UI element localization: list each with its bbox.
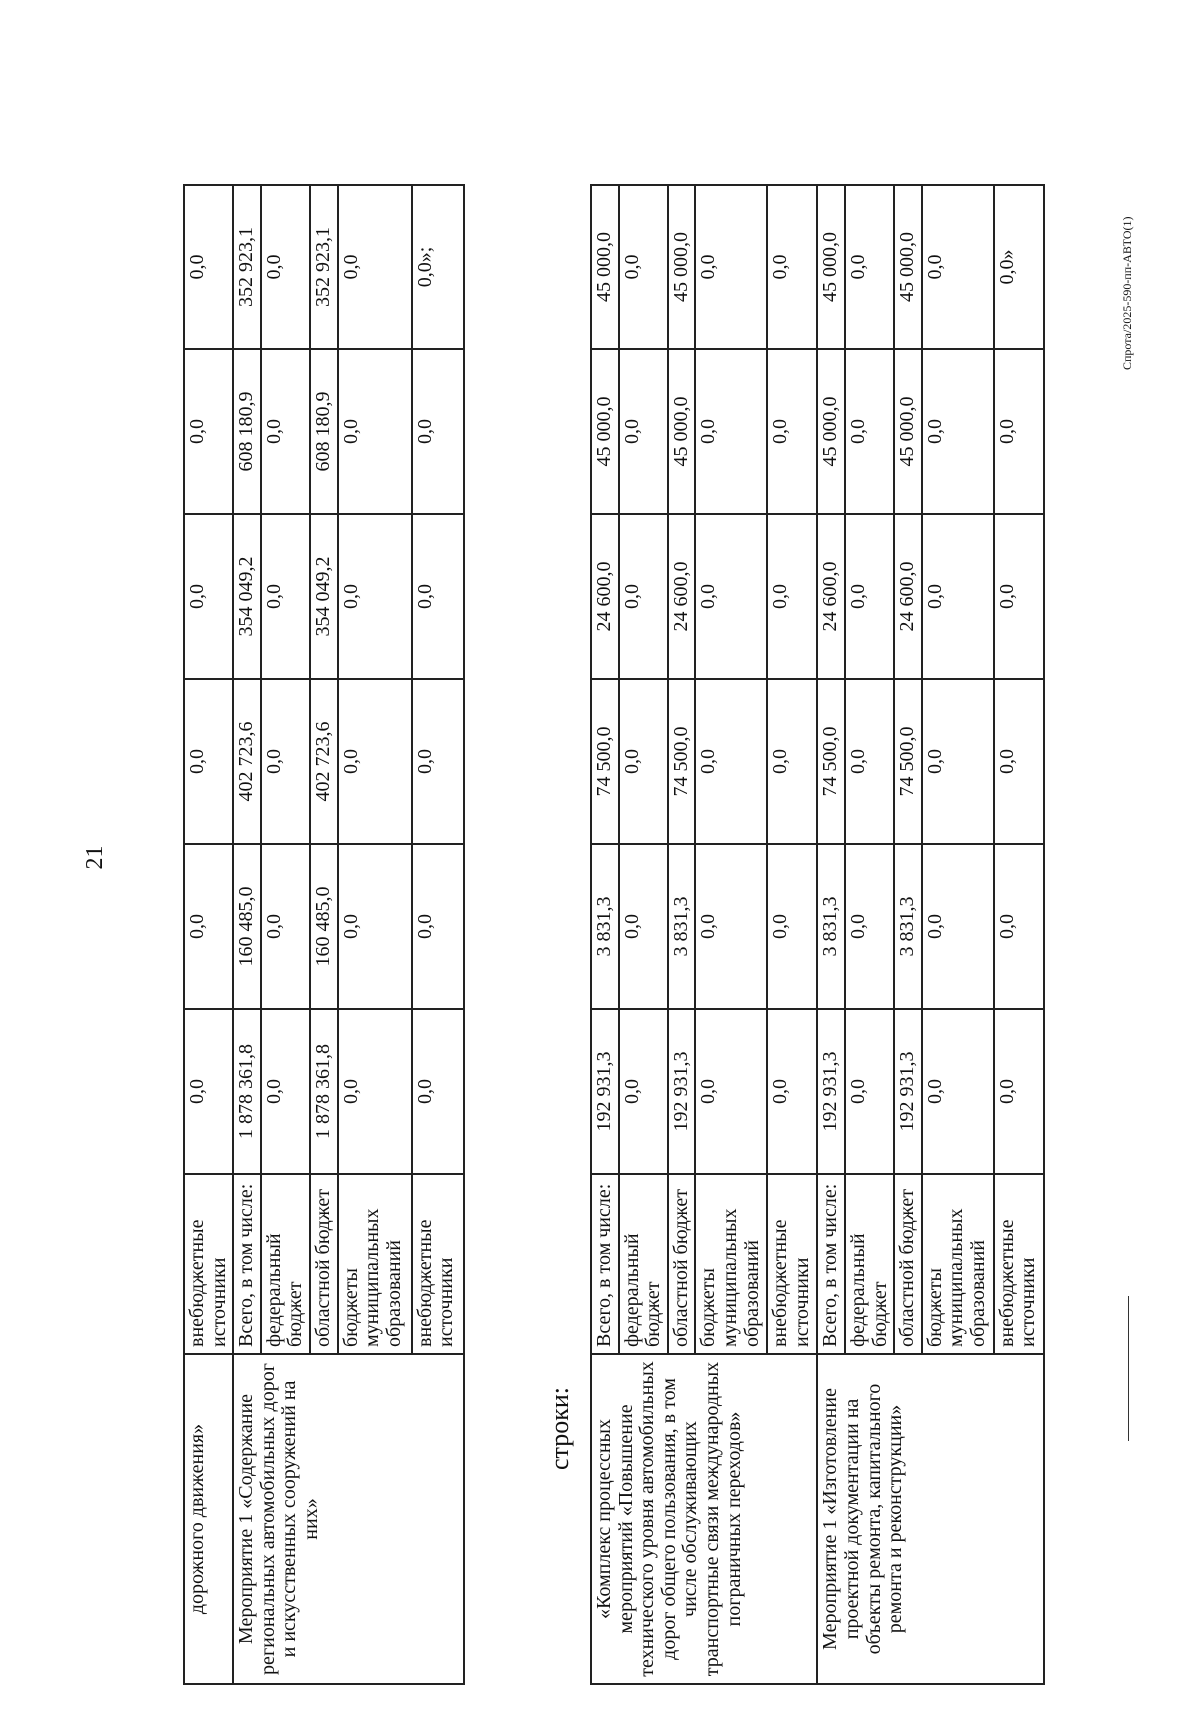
table-cell: 0,0 — [994, 679, 1044, 844]
table-cell: 45 000,0 — [894, 185, 922, 349]
table-cell: 24 600,0 — [668, 514, 696, 679]
table-cell: 402 723,6 — [233, 679, 261, 844]
table-cell: 0,0 — [922, 679, 994, 844]
funding-table-1 — [183, 184, 465, 1685]
table-cell: 192 931,3 — [894, 1009, 922, 1174]
table-cell: 0,0 — [619, 349, 668, 514]
table-cell: 0,0 — [619, 844, 668, 1009]
table-cell: 0,0 — [994, 514, 1044, 679]
table-cell: бюджеты муниципальных образований — [922, 1174, 994, 1354]
table-cell: бюджеты муниципальных образований — [338, 1174, 412, 1354]
table-cell: 0,0 — [767, 1009, 817, 1174]
table-row — [817, 185, 845, 1684]
table-cell: 0,0 — [338, 349, 412, 514]
table-cell: 0,0 — [338, 185, 412, 349]
table-cell: 0,0 — [338, 679, 412, 844]
table-cell: 45 000,0 — [817, 349, 845, 514]
table-cell: внебюджетные источники — [767, 1174, 817, 1354]
table-cell: 0,0 — [922, 185, 994, 349]
table-cell: 0,0 — [619, 679, 668, 844]
table-cell: 45 000,0 — [591, 185, 619, 349]
table-cell: 0,0 — [261, 1009, 310, 1174]
table-cell: 354 049,2 — [310, 514, 338, 679]
table-cell: 0,0» — [994, 185, 1044, 349]
table-cell: 0,0 — [994, 1009, 1044, 1174]
table-cell: бюджеты муниципальных образований — [695, 1174, 767, 1354]
table-cell: 0,0 — [412, 1009, 464, 1174]
table-cell: 0,0 — [184, 1009, 233, 1174]
table-cell: 402 723,6 — [310, 679, 338, 844]
table-cell: 354 049,2 — [233, 514, 261, 679]
table-cell: «Комплекс процессных мероприятий «Повышение технического уровня автомобильных дорог общего пользования, в том числе обслуживающих транспортные связи международных пограничных переходов» — [591, 1354, 817, 1684]
table-cell: Мероприятие 1 «Изготовление проектной документации на объекты ремонта, капитального ремонта и реконструкции» — [817, 1354, 1043, 1684]
table-cell: Всего, в том числе: — [817, 1174, 845, 1354]
table-cell: 608 180,9 — [310, 349, 338, 514]
table-cell: 0,0 — [184, 679, 233, 844]
table-cell: 192 931,3 — [817, 1009, 845, 1174]
table-row — [233, 185, 261, 1684]
table-cell: 0,0 — [338, 514, 412, 679]
table-cell: 0,0»; — [412, 185, 464, 349]
table-cell: 0,0 — [845, 1009, 894, 1174]
table-cell: 45 000,0 — [894, 349, 922, 514]
table-cell: внебюджетные источники — [994, 1174, 1044, 1354]
table-cell: 45 000,0 — [817, 185, 845, 349]
table-cell: 0,0 — [184, 185, 233, 349]
table-cell: федеральный бюджет — [619, 1174, 668, 1354]
table-cell: 45 000,0 — [668, 349, 696, 514]
document-code: Спрота/2025-590-пп-АВТО(1) — [1120, 216, 1134, 370]
table-cell: внебюджетные источники — [184, 1174, 233, 1354]
table-cell: 0,0 — [412, 349, 464, 514]
table-cell: 0,0 — [767, 514, 817, 679]
table-cell: Всего, в том числе: — [591, 1174, 619, 1354]
table-cell: 0,0 — [619, 1009, 668, 1174]
table-row — [591, 185, 619, 1684]
table-cell: Всего, в том числе: — [233, 1174, 261, 1354]
table-cell: 1 878 361,8 — [233, 1009, 261, 1174]
table-cell: областной бюджет — [310, 1174, 338, 1354]
table-cell: областной бюджет — [668, 1174, 696, 1354]
table-cell: 45 000,0 — [668, 185, 696, 349]
table-cell: дорожного движения» — [184, 1354, 233, 1684]
table-cell: федеральный бюджет — [845, 1174, 894, 1354]
table-cell: 0,0 — [261, 349, 310, 514]
table-cell: 45 000,0 — [591, 349, 619, 514]
table-cell: 74 500,0 — [817, 679, 845, 844]
table-cell: 24 600,0 — [591, 514, 619, 679]
table-cell: областной бюджет — [894, 1174, 922, 1354]
table-cell: федеральный бюджет — [261, 1174, 310, 1354]
table-cell: 0,0 — [845, 679, 894, 844]
table-cell: 160 485,0 — [310, 844, 338, 1009]
table-cell: 0,0 — [261, 844, 310, 1009]
table-cell: Мероприятие 1 «Содержание региональных автомобильных дорог и искусственных сооружений на них» — [233, 1354, 463, 1684]
table-row — [184, 185, 233, 1684]
table-cell: 74 500,0 — [591, 679, 619, 844]
table-cell: 0,0 — [922, 349, 994, 514]
table-cell: 0,0 — [994, 844, 1044, 1009]
table-cell: 3 831,3 — [668, 844, 696, 1009]
table-cell: 0,0 — [261, 679, 310, 844]
table-cell: 0,0 — [338, 844, 412, 1009]
table-cell: 0,0 — [412, 514, 464, 679]
table-cell: 0,0 — [922, 514, 994, 679]
table-cell: 0,0 — [412, 844, 464, 1009]
table-cell: 0,0 — [922, 844, 994, 1009]
table-cell: 74 500,0 — [668, 679, 696, 844]
table-cell: 160 485,0 — [233, 844, 261, 1009]
table-cell: 0,0 — [922, 1009, 994, 1174]
table-cell: 0,0 — [845, 844, 894, 1009]
table-cell: 24 600,0 — [894, 514, 922, 679]
table-cell: 3 831,3 — [894, 844, 922, 1009]
table-cell: 3 831,3 — [817, 844, 845, 1009]
table-cell: 24 600,0 — [817, 514, 845, 679]
table-cell: 0,0 — [767, 844, 817, 1009]
table-cell: 352 923,1 — [233, 185, 261, 349]
table-cell: 0,0 — [767, 349, 817, 514]
table-cell: 0,0 — [695, 514, 767, 679]
table-cell: 0,0 — [695, 679, 767, 844]
table-cell: 0,0 — [261, 514, 310, 679]
table-cell: 1 878 361,8 — [310, 1009, 338, 1174]
table-cell: 0,0 — [184, 349, 233, 514]
table-cell: 0,0 — [619, 514, 668, 679]
table-cell: 0,0 — [845, 514, 894, 679]
table-cell: 192 931,3 — [668, 1009, 696, 1174]
table-cell: 0,0 — [338, 1009, 412, 1174]
table-cell: 0,0 — [695, 1009, 767, 1174]
page-number: 21 — [82, 845, 108, 870]
table-cell: 0,0 — [767, 679, 817, 844]
table-cell: 3 831,3 — [591, 844, 619, 1009]
table-cell: 0,0 — [695, 349, 767, 514]
table-cell: 0,0 — [767, 185, 817, 349]
table-cell: 0,0 — [845, 185, 894, 349]
table-cell: 0,0 — [184, 514, 233, 679]
funding-table-2 — [590, 184, 1045, 1685]
table-cell: 74 500,0 — [894, 679, 922, 844]
section-label: строки: — [545, 1387, 574, 1470]
table-cell: 0,0 — [845, 349, 894, 514]
table-cell: 0,0 — [261, 185, 310, 349]
table-cell: 0,0 — [619, 185, 668, 349]
table-cell: внебюджетные источники — [412, 1174, 464, 1354]
table-cell: 192 931,3 — [591, 1009, 619, 1174]
table-cell: 0,0 — [994, 349, 1044, 514]
table-cell: 0,0 — [412, 679, 464, 844]
table-cell: 352 923,1 — [310, 185, 338, 349]
table-cell: 0,0 — [695, 844, 767, 1009]
table-cell: 608 180,9 — [233, 349, 261, 514]
footnote-divider — [1128, 1296, 1129, 1441]
table-cell: 0,0 — [184, 844, 233, 1009]
table-cell: 0,0 — [695, 185, 767, 349]
